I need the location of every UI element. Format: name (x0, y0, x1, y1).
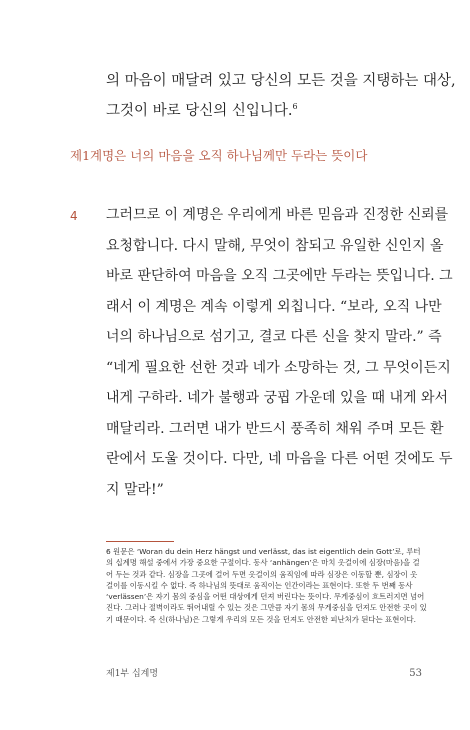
text-line: 지 말라!” (106, 481, 164, 498)
text-line: 의 마음이 매달려 있고 당신의 모든 것을 지탱하는 대상, (106, 73, 456, 89)
section-heading: 제1계명은 너의 마음을 오직 하나님께만 두라는 뜻이다 (70, 148, 368, 163)
page-number: 53 (409, 668, 422, 679)
footnote-line: 의 십계명 해설 중에서 가장 중요한 구절이다. 동사 ‘anhängen’은 마치 옷걸이에 심장(마음)을 걸 (106, 558, 420, 568)
text-line-content: 그것이 바로 당신의 신입니다. (106, 103, 293, 119)
continued-paragraph (106, 66, 456, 126)
paragraph-number: 4 (70, 209, 78, 223)
text-line: 바로 판단하여 마음을 오직 그곳에만 두라는 뜻입니다. 그 (106, 268, 453, 284)
text-line: 그러므로 이 계명은 우리에게 바른 믿음과 진정한 신뢰를 (106, 207, 449, 223)
footnote-line: 기 때문이다. 즉 신(하나님)은 그렇게 우리의 모든 것을 던져도 안전한 피난처가 된다는 표현이다. (106, 614, 416, 624)
text-line: 요청합니다. 다시 말해, 무엇이 참되고 유일한 신인지 올 (106, 237, 444, 254)
footnote-line: 걸이를 이동시킬 수 없다. 즉 하나님의 뜻대로 움직이는 인간이라는 표현이다. 또한 두 번째 동사 (106, 580, 413, 590)
footnote-line: 6 원문은 ‘Woran du dein Herz hängst und verlässt, das ist eigentlich dein Gott’로, 루터 (106, 547, 421, 556)
text-line: 래서 이 계명은 계속 이렇게 외칩니다. “보라, 오직 나만 (106, 298, 442, 315)
footnote-reference[interactable]: 6 (292, 102, 298, 112)
text-line: 매달리라. 그러면 내가 반드시 풍족히 채워 주며 모든 환 (106, 420, 444, 437)
text-line: 내게 구하라. 네가 불행과 궁핍 가운데 있을 때 내게 와서 (106, 390, 449, 406)
footnote-line: 어 두는 것과 같다. 심장을 그곳에 걸어 두면 옷걸이의 움직임에 따라 심장은 이동할 뿐, 심장이 옷 (106, 569, 418, 579)
text-line: “네게 필요한 선한 것과 네가 소망하는 것, 그 무엇이든지 (106, 359, 451, 376)
footnote-divider (106, 541, 174, 542)
text-line: 란에서 도울 것이다. 다만, 네 마음을 다른 어떤 것에도 두 (106, 451, 453, 467)
text-line (106, 96, 418, 126)
body-paragraph (106, 200, 453, 505)
footnote-line: ‘verlässen’은 자기 몸의 중심을 어떤 대상에게 던져 버린다는 뜻이다. 무게중심이 흐트러지면 넘어 (106, 592, 425, 602)
footnote-line: 진다. 그러나 절벽이라도 뛰어내릴 수 있는 것은 그만큼 자기 몸의 무게중심을 던져도 안전한 곳이 있 (106, 603, 427, 613)
running-title: 제1부 십계명 (106, 669, 159, 679)
text-line: 너의 하나님으로 섬기고, 결코 다른 신을 찾지 말라.” 즉 (106, 329, 442, 345)
footnote (106, 546, 427, 625)
